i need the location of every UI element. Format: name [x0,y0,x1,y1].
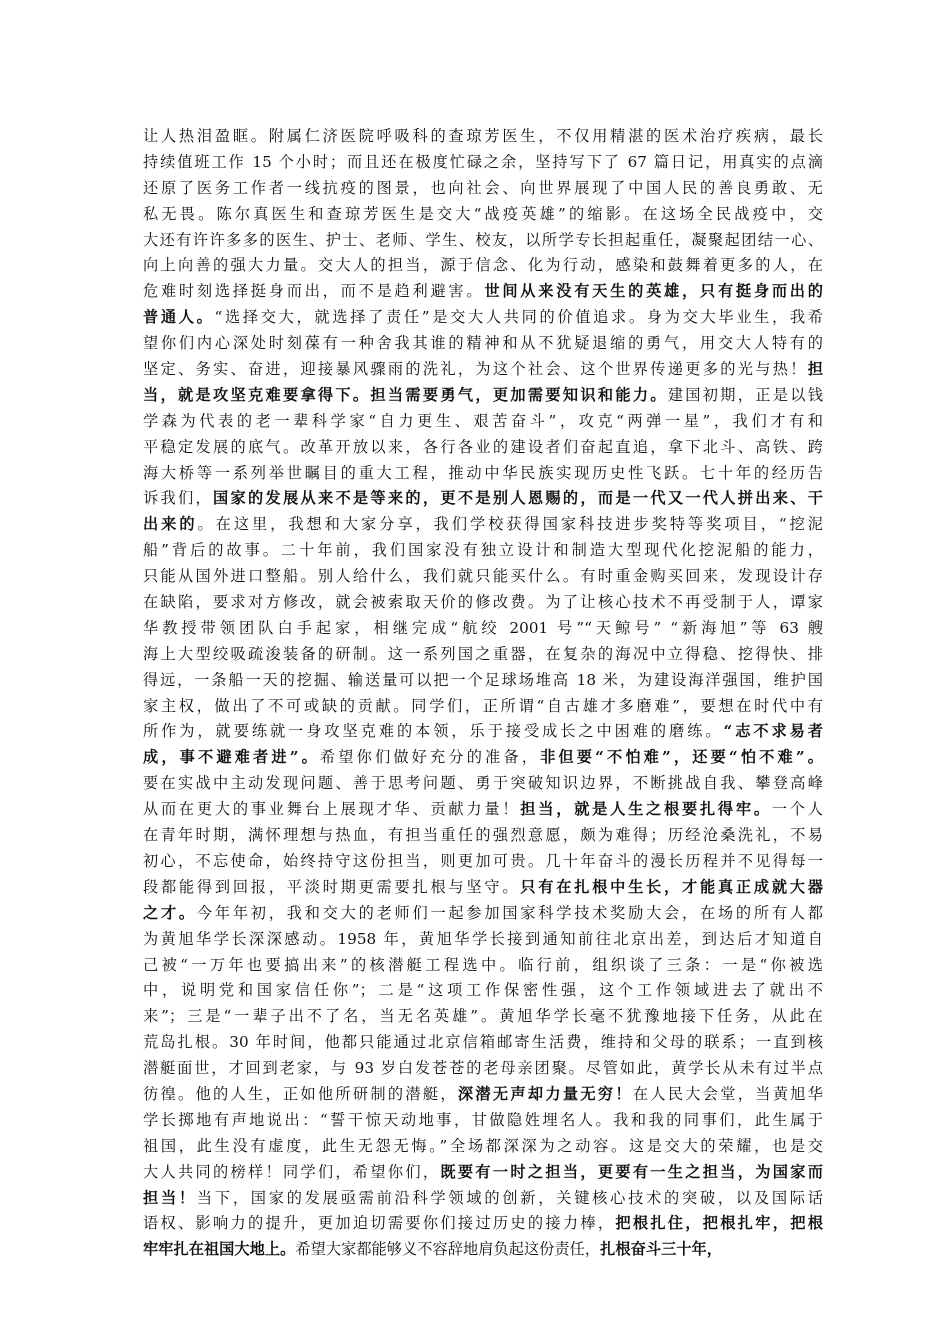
text-line [143,461,823,487]
text-segment: 诉我们， [143,489,213,508]
text-line [143,1186,823,1212]
text-segment: 己被“一万年也要搞出来”的核潜艇工程选中。临行前，组织谈了三条：一是“你被选 [143,955,823,974]
text-segment: 私无畏。陈尔真医生和查琼芳医生是交大“战疫英雄”的缩影。在这场全民战疫中，交 [143,204,823,223]
text-line [143,1082,823,1108]
text-line [143,1030,823,1056]
text-line [143,279,823,305]
text-segment: 初心，不忘使命，始终持守这份担当，则更加可贵。几十年奋斗的漫长历程并不见得每一 [143,851,823,870]
text-line [143,823,823,849]
text-segment: 还原了医务工作者一线抗疫的图景，也向社会、向世界展现了中国人民的善良勇敢、无 [143,178,823,197]
text-line [143,176,823,202]
text-segment: 坚定、务实、奋进，迎接暴风骤雨的洗礼，为这个社会、这个世界传递更多的光与热！ [143,360,808,379]
bold-text: 牢牢扎在祖国大地上。 [143,1240,296,1259]
bold-text: 成，事不避难者进”。 [143,748,320,767]
text-segment: 得远，一条船一天的挖掘、输送量可以把一个足球场堆高 18 米，为建设海洋强国，维护国 [143,670,823,689]
text-line [143,228,823,254]
text-segment: 中，说明党和国家信任你”；二是“这项工作保密性强，这个工作领域进去了就出不 [143,981,823,1000]
bold-text: 把根扎住，把根扎牢，把根 [615,1214,823,1233]
text-segment: 向上向善的强大力量。交大人的担当，源于信念、化为行动，感染和鼓舞着更多的人，在 [143,256,823,275]
text-segment: 彷徨。他的人生，正如他所研制的潜艇， [143,1084,458,1103]
text-segment: 从而在更大的事业舞台上展现才华、贡献力量！ [143,800,521,819]
text-line [143,901,823,927]
text-line [143,253,823,279]
text-line [143,357,823,383]
bold-text: 扎根奋斗三十年， [600,1240,723,1259]
bold-text: 担当，就是人生之根要扎得牢。 [520,800,772,819]
text-line [143,668,823,694]
text-line [143,564,823,590]
text-segment: 今年年初，我和交大的老师们一起参加国家科学技术奖励大会，在场的所有人都 [196,903,824,922]
text-line [143,1237,823,1263]
text-segment: 在人民大会堂，当黄旭华 [632,1084,823,1103]
text-segment: “选择交大，就选择了责任”是交大人共同的价值追求。身为交大毕业生，我希 [214,308,824,327]
text-segment: 在缺陷，要求对方修改，就会被索取天价的修改费。为了让核心技术不再受制于人，谭家 [143,593,823,612]
text-line [143,1211,823,1237]
text-segment: 要在实战中主动发现问题、善于思考问题、勇于突破知识边界，不断挑战自我、攀登高峰 [143,774,823,793]
text-segment: 平稳定发展的底气。改革开放以来，各行各业的建设者们奋起直追，拿下北斗、高铁、跨 [143,437,823,456]
text-line [143,486,823,512]
text-line [143,1004,823,1030]
bold-text: 担当！ [143,1188,197,1207]
bold-text: 当，就是攻坚克难要拿得下。担当需要勇气，更加需要知识和能力。 [143,385,668,404]
text-segment: 让人热泪盈眶。附属仁济医院呼吸科的查琼芳医生，不仅用精湛的医术治疗疾病，最长 [143,127,823,145]
bold-text: “志不求易者 [723,722,823,741]
text-segment: 潜艇面世，才回到老家，与 93 岁白发苍苍的老母亲团聚。尽管如此，黄学长从未有过半点 [143,1059,823,1078]
text-line [143,1134,823,1160]
text-segment: 祖国，此生没有虚度，此生无怨无悔。”全场都深深为之动容。这是交大的荣耀，也是交 [143,1136,823,1155]
text-line [143,771,823,797]
text-line [143,1056,823,1082]
text-segment: 为黄旭华学长深深感动。1958 年，黄旭华学长接到通知前往北京出差，到达后才知道自 [143,929,823,948]
text-line [143,538,823,564]
text-line [143,383,823,409]
text-line [143,435,823,461]
bold-text: 既要有一时之担当，更要有一生之担当，为国家而 [440,1162,823,1181]
text-line [143,978,823,1004]
text-segment: 学长掷地有声地说出：“誓干惊天动地事，甘做隐姓埋名人。我和我的同事们，此生属于 [143,1110,823,1129]
text-segment: 语权、影响力的提升，更加迫切需要你们接过历史的接力棒， [143,1214,616,1233]
text-segment: 家主权，做出了不可或缺的贡献。同学们，正所谓“自古雄才多磨难”，要想在时代中有 [143,696,823,715]
text-line [143,202,823,228]
text-line [143,875,823,901]
text-segment: 一个人 [771,800,823,819]
bold-text: 出来的 [143,515,198,534]
bold-text: 深潜无声却力量无穷！ [457,1084,633,1103]
text-segment: 。在这里，我想和大家分享，我们学校获得国家科技进步奖特等奖项目，“挖泥 [197,515,824,534]
text-line [143,719,823,745]
bold-text: 国家的发展从来不是等来的，更不是别人恩赐的，而是一代又一代人拼出来、干 [212,489,824,508]
text-line [143,616,823,642]
text-segment: 船”背后的故事。二十年前，我们国家没有独立设计和制造大型现代化挖泥船的能力， [143,541,823,560]
text-line [143,124,823,150]
text-segment: 危难时刻选择挺身而出，而不是趋利避害。 [143,282,485,301]
text-segment: 大还有许许多多的医生、护士、老师、学生、校友，以所学专长担起重任，凝聚起团结一心、 [143,230,823,249]
text-line [143,953,823,979]
text-line [143,694,823,720]
text-segment: 大人共同的榜样！同学们，希望你们， [143,1162,441,1181]
text-line [143,797,823,823]
text-segment: 在青年时期，满怀理想与热血，有担当重任的强烈意愿，颇为难得；历经沧桑洗礼，不易 [143,826,823,845]
text-line [143,512,823,538]
text-segment: 所作为，就要练就一身攻坚克难的本领，乐于接受成长之中困难的磨练。 [143,722,724,741]
text-line [143,745,823,771]
text-line [143,409,823,435]
text-segment: 当下，国家的发展亟需前沿科学领域的创新，关键核心技术的突破，以及国际话 [196,1188,824,1207]
text-segment: 持续值班工作 15 个小时；而且还在极度忙碌之余，坚持写下了 67 篇日记，用真实的点滴 [143,152,823,171]
text-segment: 希望大家都能够义不容辞地肩负起这份责任， [295,1240,601,1259]
text-segment: 海大桥等一系列举世瞩目的重大工程，推动中华民族实现历史性飞跃。七十年的经历告 [143,463,823,482]
text-line [143,849,823,875]
text-segment: 来”；三是“一辈子出不了名，当无名英雄”。黄旭华学长毫不犹豫地接下任务，从此在 [143,1007,823,1026]
text-segment: 只能从国外进口整船。别人给什么，我们就只能买什么。有时重金购买回来，发现设计存 [143,567,823,586]
text-segment: 段都能得到回报，平淡时期更需要扎根与坚守。 [143,877,521,896]
bold-text: 之才。 [143,903,197,922]
text-line [143,642,823,668]
bold-text: 只有在扎根中生长，才能真正成就大器 [520,877,823,896]
text-segment: 海上大型绞吸疏浚装备的研制。这一系列国之重器，在复杂的海况中立得稳、挖得快、排 [143,644,823,663]
text-line [143,305,823,331]
bold-text: 非但要“不怕难”，还要“怕不难”。 [540,748,823,767]
text-segment: 建国初期，正是以钱 [667,385,823,404]
body-text [143,124,823,1263]
text-line [143,1160,823,1186]
text-line [143,590,823,616]
text-line [143,150,823,176]
text-segment: 望你们内心深处时刻葆有一种舍我其谁的精神和从不犹疑退缩的勇气，用交大人特有的 [143,334,823,353]
text-segment: 学森为代表的老一辈科学家“自力更生、艰苦奋斗”，攻克“两弹一星”，我们才有和 [143,411,823,430]
bold-text: 担 [807,360,823,379]
text-line [143,1108,823,1134]
text-segment: 华教授带领团队白手起家，相继完成“航绞 2001 号”“天鲸号” “新海旭”等 63 艘 [143,618,823,637]
text-segment: 荒岛扎根。30 年时间，他都只能通过北京信箱邮寄生活费，维持和父母的联系；一直到核 [143,1033,823,1052]
text-segment: 希望你们做好充分的准备， [319,748,541,767]
bold-text: 世间从来没有天生的英雄，只有挺身而出的 [484,282,824,301]
text-line [143,331,823,357]
bold-text: 普通人。 [143,308,215,327]
text-line [143,927,823,953]
